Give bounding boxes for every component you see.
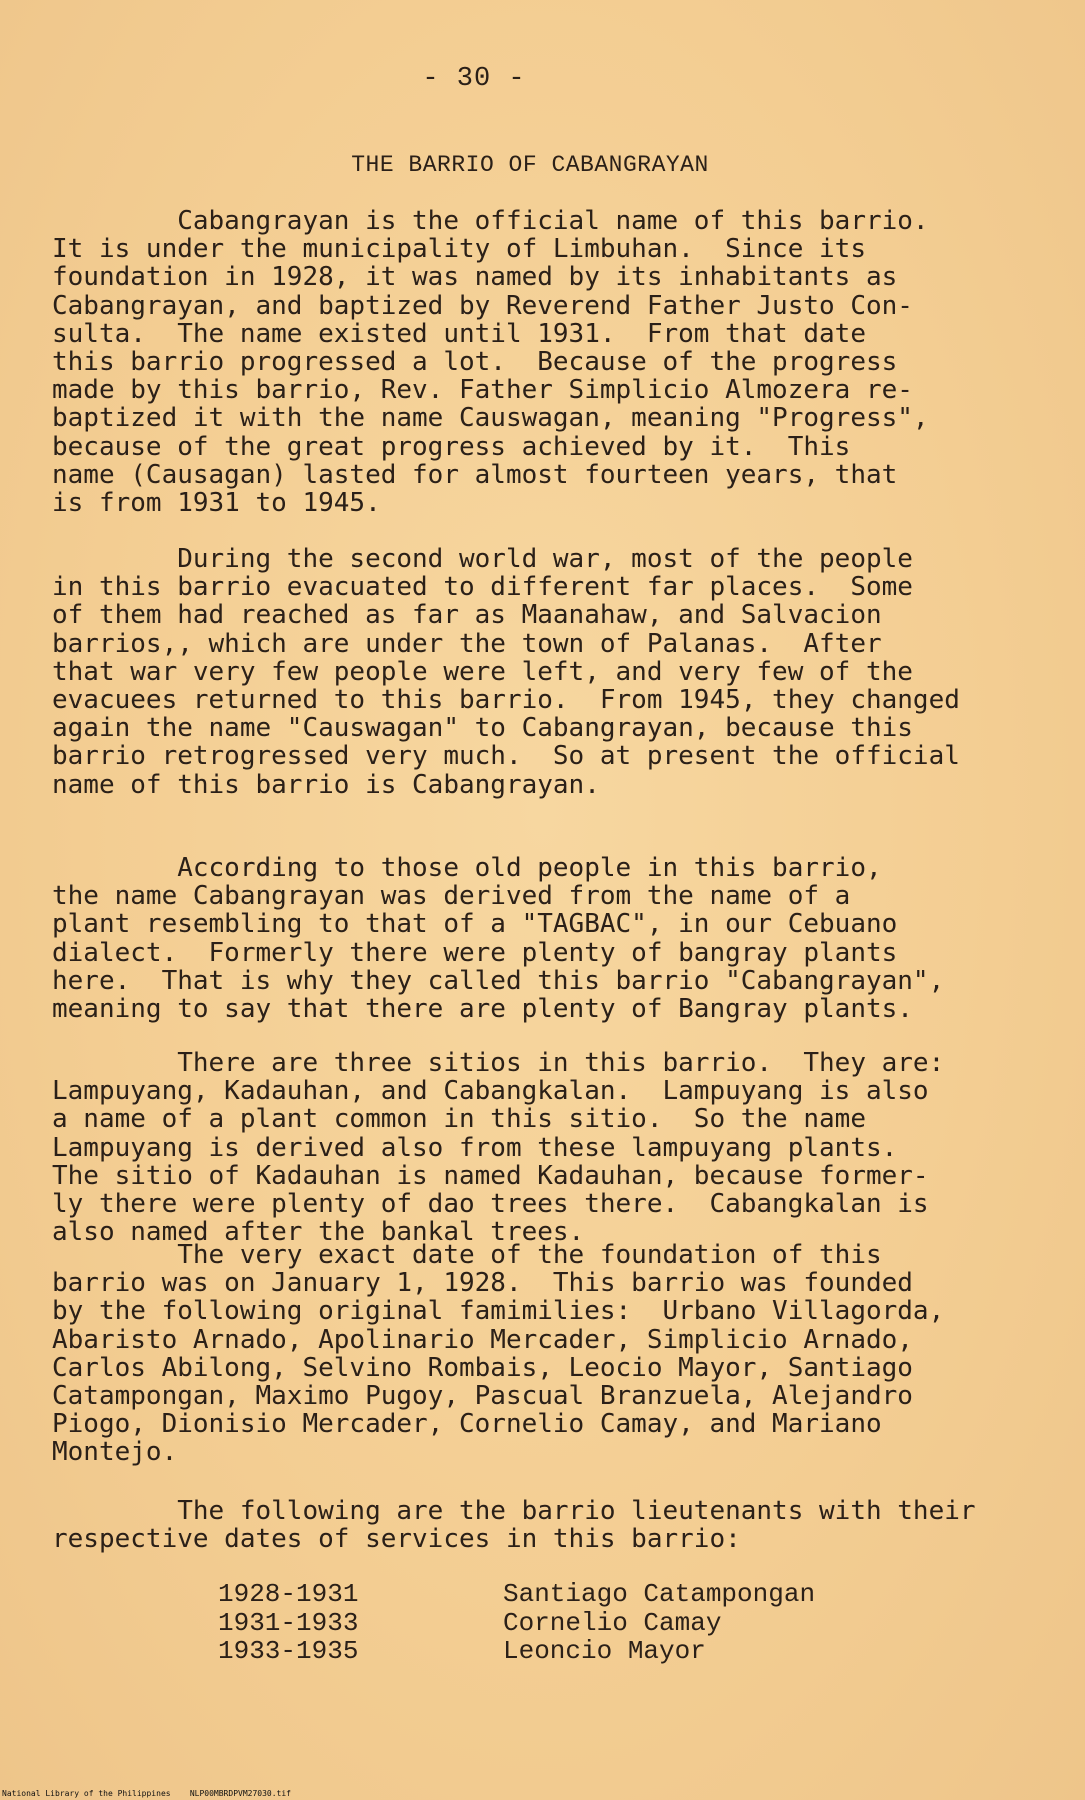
paragraph-war-evacuation: During the second world war, most of the people in this barrio evacuated to different far places. Some of them had reached as far as Maanahaw, and Salvacion barrios,, which are under the town of Palanas. After that war very few people were left, and very few of the evacuees returned to this barrio. From 1945, they changed again the name "Causwagan" to Cabangrayan, because this barrio retrogressed very much. So at present the official name of this barrio is Cabangrayan.	[52, 544, 960, 800]
list-item	[218, 1580, 815, 1609]
lieutenant-dates: 1931-1933	[218, 1607, 359, 1638]
page-title: THE BARRIO OF CABANGRAYAN	[351, 152, 709, 178]
page-number: - 30 -	[422, 64, 526, 94]
lieutenant-name: Santiago Catampongan	[503, 1579, 816, 1609]
list-item	[218, 1637, 815, 1666]
paragraph-name-history: Cabangrayan is the official name of this barrio. It is under the municipality of Limbuhan. Since its foundation in 1928, it was named by its inhabitants as Cabangrayan, and baptized by Reverend Father Justo Con- sulta. The name existed until 1931. From that date this barrio progressed a lot. Because of the progress made by this barrio, Rev. Father Simplicio Almozera re- baptized it with the name Causwagan, meaning "Progress", because of the great progress achieved by it. This name (Causagan) lasted for almost fourteen years, that is from 1931 to 1945.	[52, 206, 929, 519]
lieutenant-name: Leoncio Mayor	[503, 1636, 706, 1666]
archive-footer: National Library of the Philippines NLP00MBRDPVM27030.tif	[2, 1789, 291, 1798]
paragraph-sitios: There are three sitios in this barrio. They are: Lampuyang, Kadauhan, and Cabangkalan. Lampuyang is also a name of a plant common in this sitio. So the name Lampuyang is derived also from these lampuyang plants. The sitio of Kadauhan is named Kadauhan, because former- ly there were plenty of dao trees there. Cabangkalan is also named after the bankal trees.	[52, 1048, 945, 1248]
paragraph-name-origin: According to those old people in this barrio, the name Cabangrayan was derived from the name of a plant resembling to that of a "TAGBAC", in our Cebuano dialect. Formerly there were plenty of bangray plants here. That is why they called this barrio "Cabangrayan", meaning to say that there are plenty of Bangray plants.	[52, 853, 945, 1025]
list-item	[218, 1609, 815, 1638]
lieutenants-list	[218, 1580, 815, 1666]
lieutenant-dates: 1933-1935	[218, 1636, 359, 1666]
lieutenant-name: Cornelio Camay	[503, 1607, 722, 1638]
paragraph-foundation: The very exact date of the foundation of this barrio was on January 1, 1928. This barrio was founded by the following original famimilies: Urbano Villagorda, Abaristo Arnado, Apolinario Mercader, Simplicio Arnado, Carlos Abilong, Selvino Rombais, Leocio Mayor, Santiago Catampongan, Maximo Pugoy, Pascual Branzuela, Alejandro Piogo, Dionisio Mercader, Cornelio Camay, and Mariano Montejo.	[52, 1240, 945, 1468]
paragraph-lieutenants-intro: The following are the barrio lieutenants with their respective dates of services in this barrio:	[52, 1496, 976, 1555]
lieutenant-dates: 1928-1931	[218, 1579, 359, 1609]
